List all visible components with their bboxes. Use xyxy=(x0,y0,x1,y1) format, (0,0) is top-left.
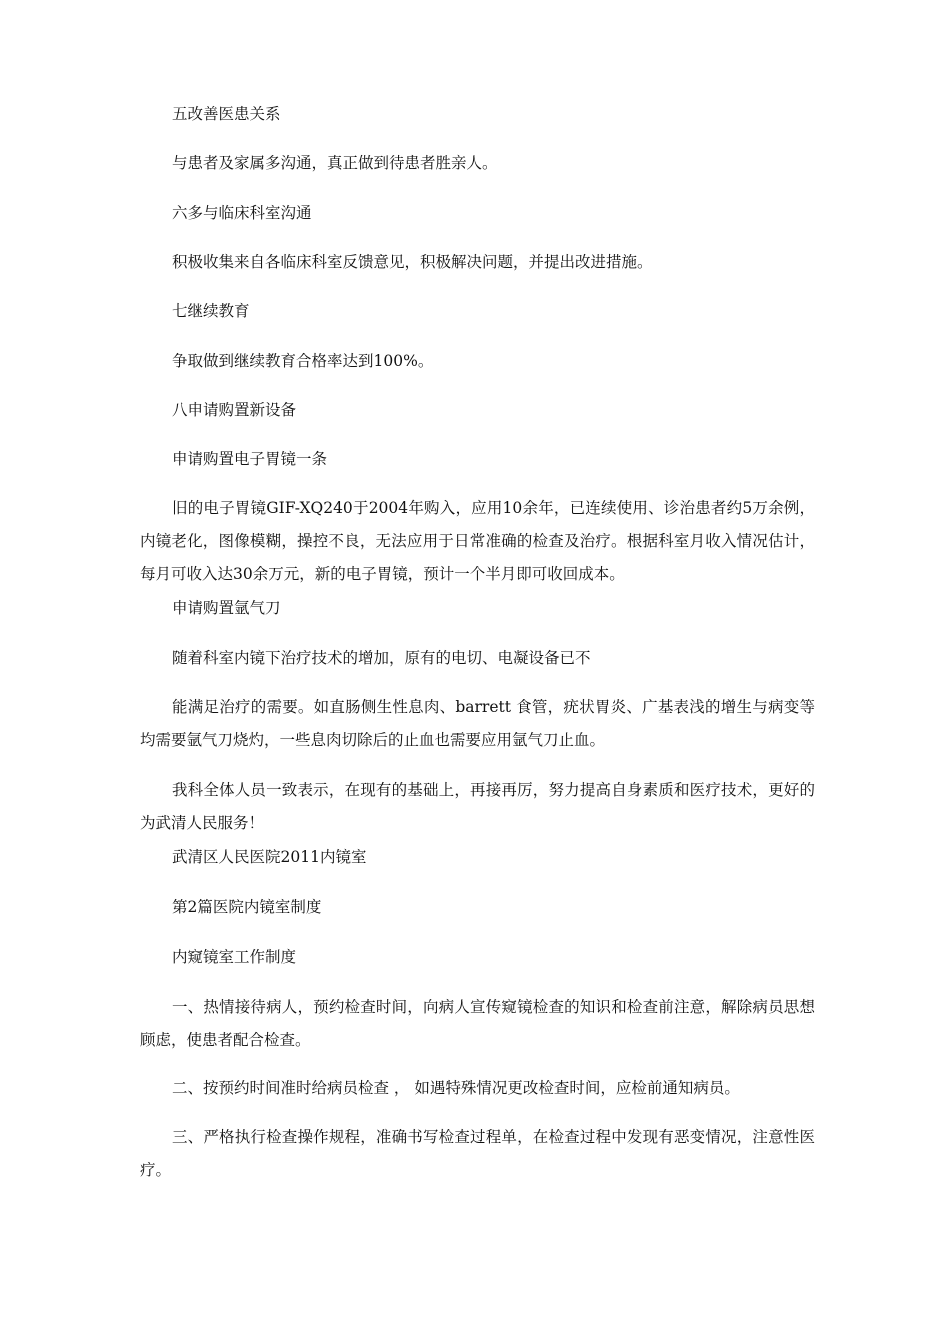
paragraph: 旧的电子胃镜GIF-XQ240于2004年购入，应用10余年，已连续使用、诊治患者约5万余例，内镜老化，图像模糊，操控不良，无法应用于日常准确的检查及治疗。根据科室月收入情况估计，每月可收入达30余万元，新的电子胃镜，预计一个半月即可收回成本。 xyxy=(140,499,815,583)
subheading-gastroscope: 申请购置电子胃镜一条 xyxy=(172,450,328,468)
heading-new-equipment: 八申请购置新设备 xyxy=(172,401,297,419)
paragraph: 积极收集来自各临床科室反馈意见，积极解决问题，并提出改进措施。 xyxy=(172,253,653,271)
subheading-argon-knife: 申请购置氩气刀 xyxy=(172,599,281,617)
paragraph: 能满足治疗的需要。如直肠侧生性息肉、barrett 食管，疣状胃炎、广基表浅的增生与病变等均需要氩气刀烧灼，一些息肉切除后的止血也需要应用氩气刀止血。 xyxy=(140,698,815,749)
heading-improve-relations: 五改善医患关系 xyxy=(172,105,281,123)
heading-clinical-communication: 六多与临床科室沟通 xyxy=(172,204,312,222)
signature-line: 武清区人民医院2011内镜室 xyxy=(172,848,367,866)
paragraph: 与患者及家属多沟通，真正做到待患者胜亲人。 xyxy=(172,154,498,172)
rule-item-1: 一、热情接待病人，预约检查时间，向病人宣传窥镜检查的知识和检查前注意，解除病员思想顾虑，使患者配合检查。 xyxy=(140,998,815,1049)
rule-item-3: 三、严格执行检查操作规程，准确书写检查过程单，在检查过程中发现有恶变情况，注意性医疗。 xyxy=(140,1128,815,1179)
paragraph: 随着科室内镜下治疗技术的增加，原有的电切、电凝设备已不 xyxy=(172,649,591,667)
section-subtitle: 内窥镜室工作制度 xyxy=(172,948,297,966)
paragraph: 争取做到继续教育合格率达到100%。 xyxy=(172,352,434,370)
section-title: 第2篇医院内镜室制度 xyxy=(172,898,322,916)
heading-continuing-education: 七继续教育 xyxy=(172,302,250,320)
paragraph: 我科全体人员一致表示，在现有的基础上，再接再厉，努力提高自身素质和医疗技术，更好的为武清人民服务！ xyxy=(140,781,815,832)
rule-item-2: 二、按预约时间准时给病员检查 ， 如遇特殊情况更改检查时间，应检前通知病员。 xyxy=(172,1079,740,1097)
